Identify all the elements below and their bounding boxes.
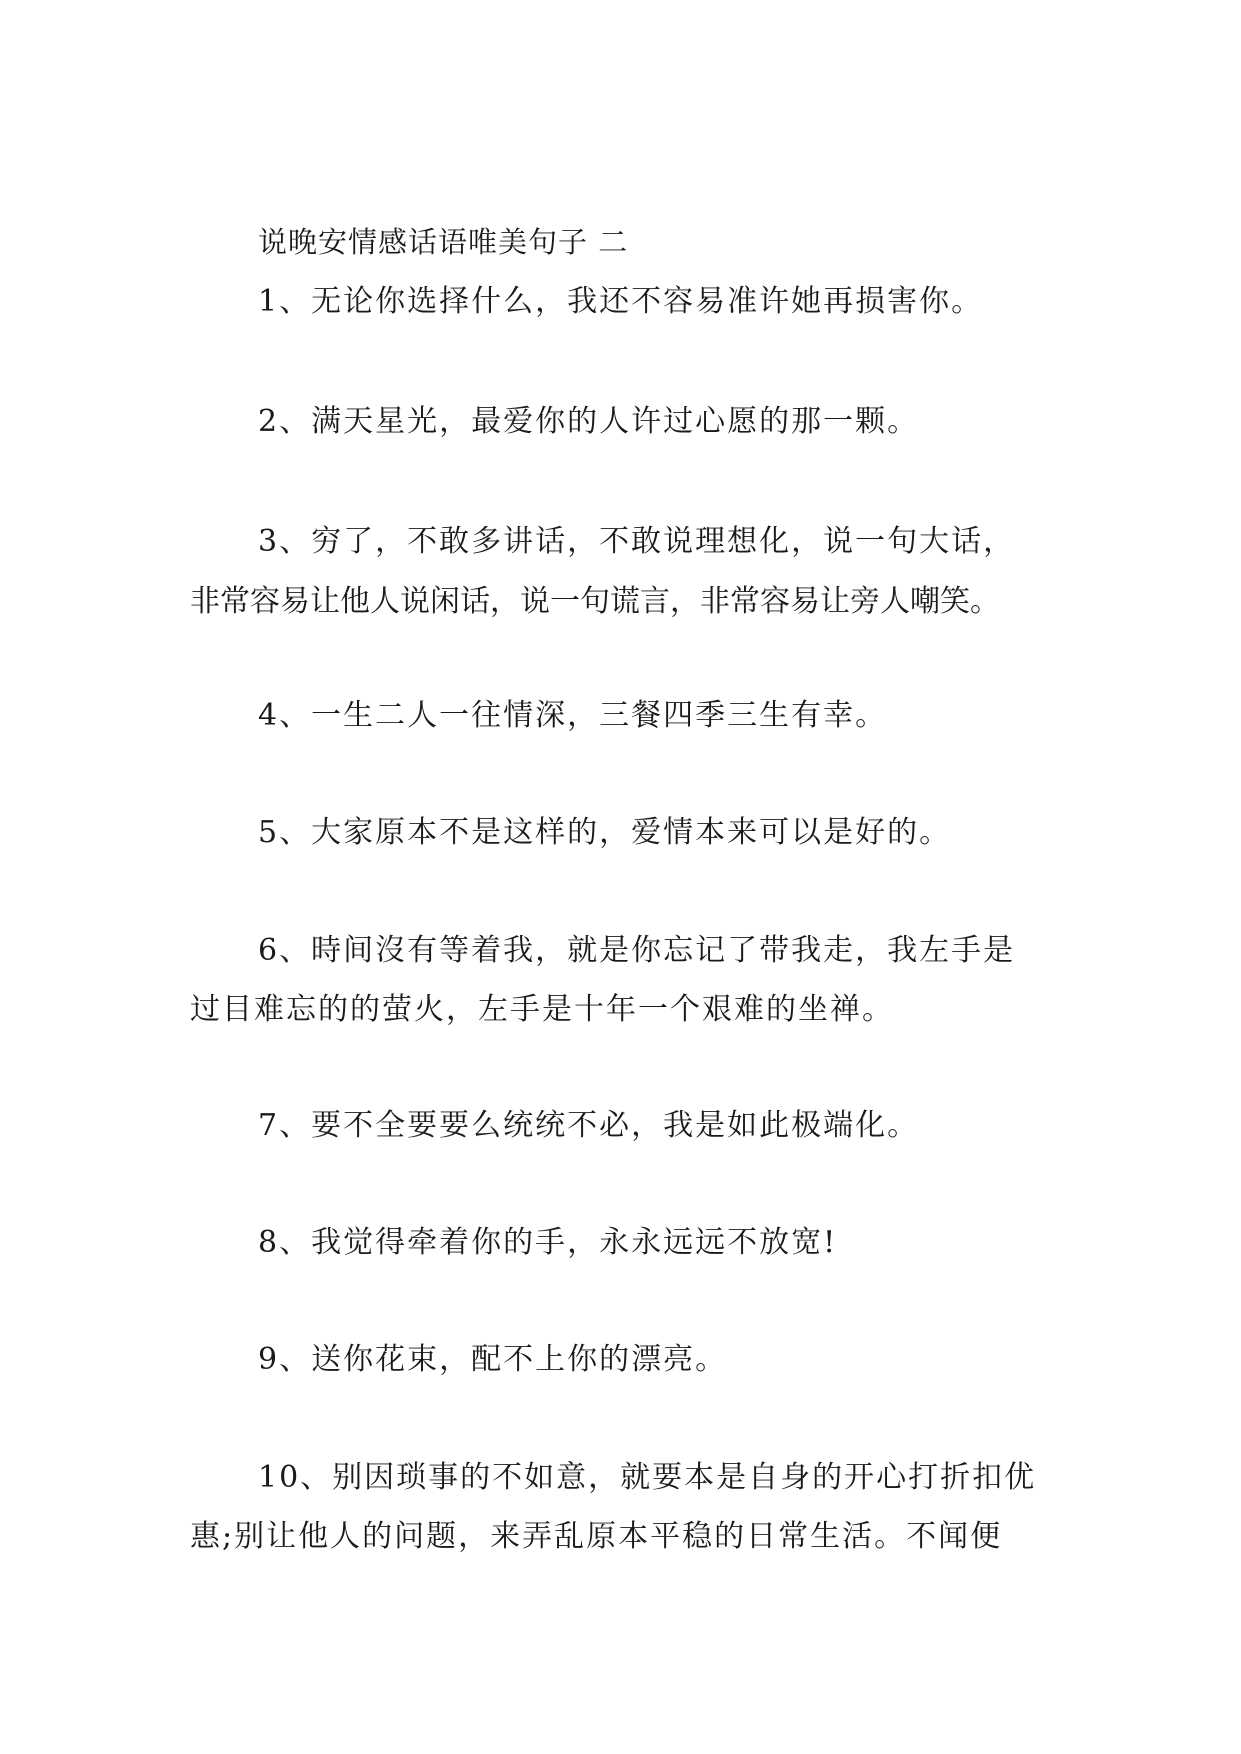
paragraph-10-line-2: 惠;别让他人的问题，来弄乱原本平稳的日常生活。不闻便 bbox=[190, 1519, 1003, 1554]
paragraph-10-line-1: 10、别因琐事的不如意，就要本是自身的开心打折扣优 bbox=[258, 1460, 1037, 1495]
document-title: 说晚安情感话语唯美句子 二 bbox=[258, 225, 629, 259]
paragraph-6-line-2: 过目难忘的的萤火，左手是十年一个艰难的坐禅。 bbox=[190, 992, 894, 1027]
paragraph-1-line-1: 1、无论你选择什么，我还不容易准许她再损害你。 bbox=[258, 284, 984, 319]
paragraph-7-line-1: 7、要不全要要么统统不必，我是如此极端化。 bbox=[258, 1108, 920, 1143]
paragraph-9-line-1: 9、送你花束，配不上你的漂亮。 bbox=[258, 1342, 728, 1377]
paragraph-5-line-1: 5、大家原本不是这样的，爱情本来可以是好的。 bbox=[258, 815, 952, 850]
paragraph-6-line-1: 6、時间沒有等着我，就是你忘记了带我走，我左手是 bbox=[258, 933, 1016, 968]
paragraph-3-line-2: 非常容易让他人说闲话，说一句谎言，非常容易让旁人嘲笑。 bbox=[190, 584, 1000, 619]
paragraph-3-line-1: 3、穷了，不敢多讲话，不敢说理想化，说一句大话， bbox=[258, 524, 1016, 559]
paragraph-8-line-1: 8、我觉得牵着你的手，永永远远不放宽! bbox=[258, 1225, 838, 1260]
paragraph-4-line-1: 4、一生二人一往情深，三餐四季三生有幸。 bbox=[258, 698, 888, 733]
paragraph-2-line-1: 2、满天星光，最爱你的人许过心愿的那一颗。 bbox=[258, 404, 920, 439]
